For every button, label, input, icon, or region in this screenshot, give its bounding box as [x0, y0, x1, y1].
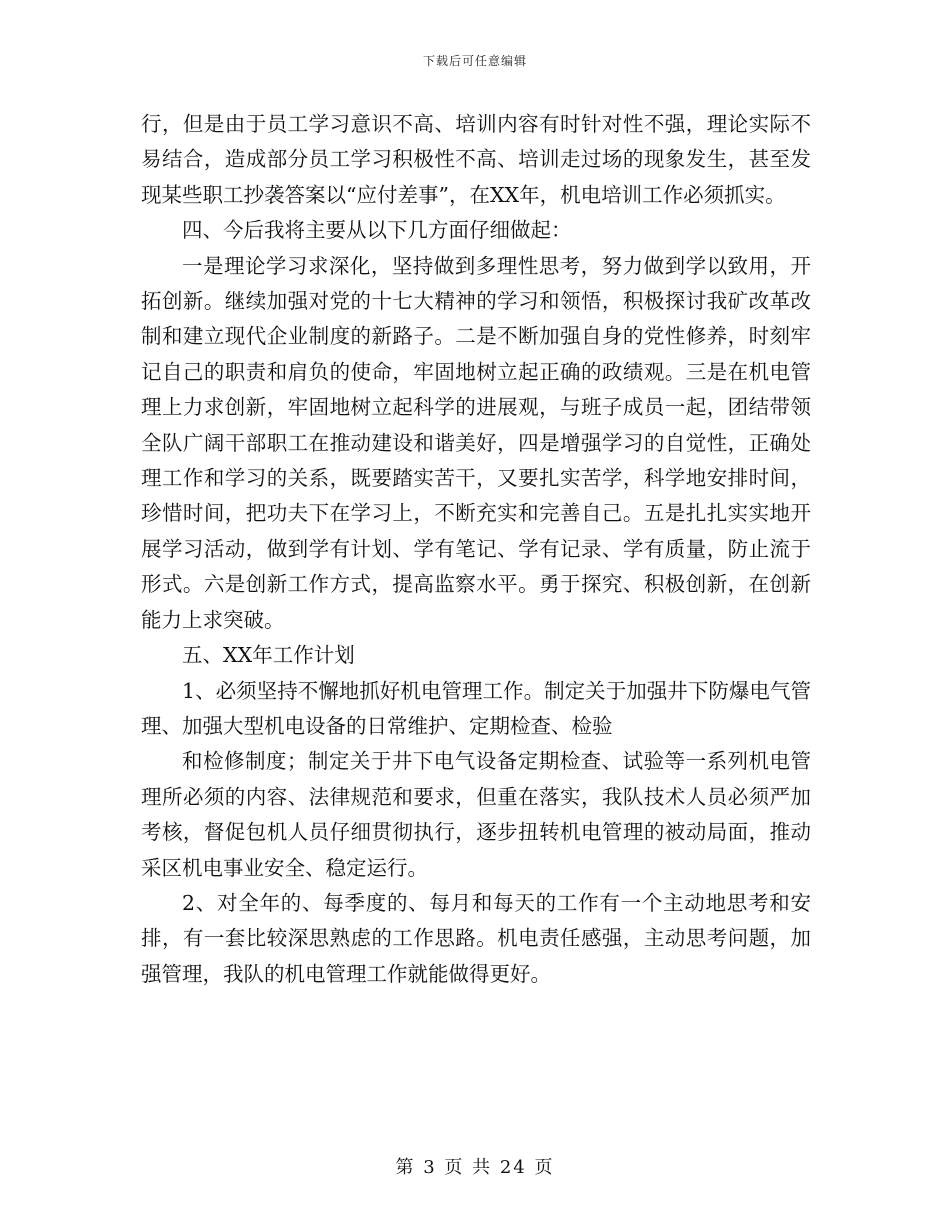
page-header: 下载后可任意编辑	[422, 54, 527, 68]
paragraph-improvement-points: 一是理论学习求深化，坚持做到多理性思考，努力做到学以致用，开拓创新。继续加强对党的十七大精神的学习和领悟，积极探讨我矿改革改制和建立现代企业制度的新路子。二是不断加强自身的党性修养，时刻牢记自己的职责和肩负的使命，牢固地树立起正确的政绩观。三是在机电管理上力求创新，牢固地树立起科学的进展观，与班子成员一起，团结带领全队广阔干部职工在推动建设和谐美好，四是增强学习的自觉性，正确处理工作和学习的关系，既要踏实苦干，又要扎实苦学，科学地安排时间，珍惜时间，把功夫下在学习上，不断充实和完善自己。五是扎扎实实地开展学习活动，做到学有计划、学有笔记、学有记录、学有质量，防止流于形式。六是创新工作方式，提高监察水平。勇于探究、积极创新，在创新能力上求突破。	[141, 253, 811, 632]
plan-item-one-continued: 和检修制度；制定关于井下电气设备定期检查、试验等一系列机电管理所必须的内容、法律规范和要求，但重在落实，我队技术人员必须严加考核，督促包机人员仔细贯彻执行，逐步扭转机电管理的被动局面，推动采区机电事业安全、稳定运行。	[141, 749, 811, 880]
plan-item-two: 2、对全年的、每季度的、每月和每天的工作有一个主动地思考和安排，有一套比较深思熟虑的工作思路。机电责任感强，主动思考问题，加强管理，我队的机电管理工作就能做得更好。	[141, 890, 811, 986]
section-heading-four: 四、今后我将主要从以下几方面仔细做起：	[182, 218, 572, 243]
document-body	[141, 107, 811, 992]
section-heading-five: 五、XX年工作计划	[182, 643, 355, 668]
page-number-footer: 第 3 页 共 24 页	[395, 1157, 555, 1178]
plan-item-one: 1、必须坚持不懈地抓好机电管理工作。制定关于加强井下防爆电气管理、加强大型机电设备的日常维护、定期检查、检验	[141, 678, 811, 738]
paragraph-continuation: 行，但是由于员工学习意识不高、培训内容有时针对性不强，理论实际不易结合，造成部分员工学习积极性不高、培训走过场的现象发生，甚至发现某些职工抄袭答案以“应付差事”，在XX年，机电培训工作必须抓实。	[141, 112, 811, 207]
